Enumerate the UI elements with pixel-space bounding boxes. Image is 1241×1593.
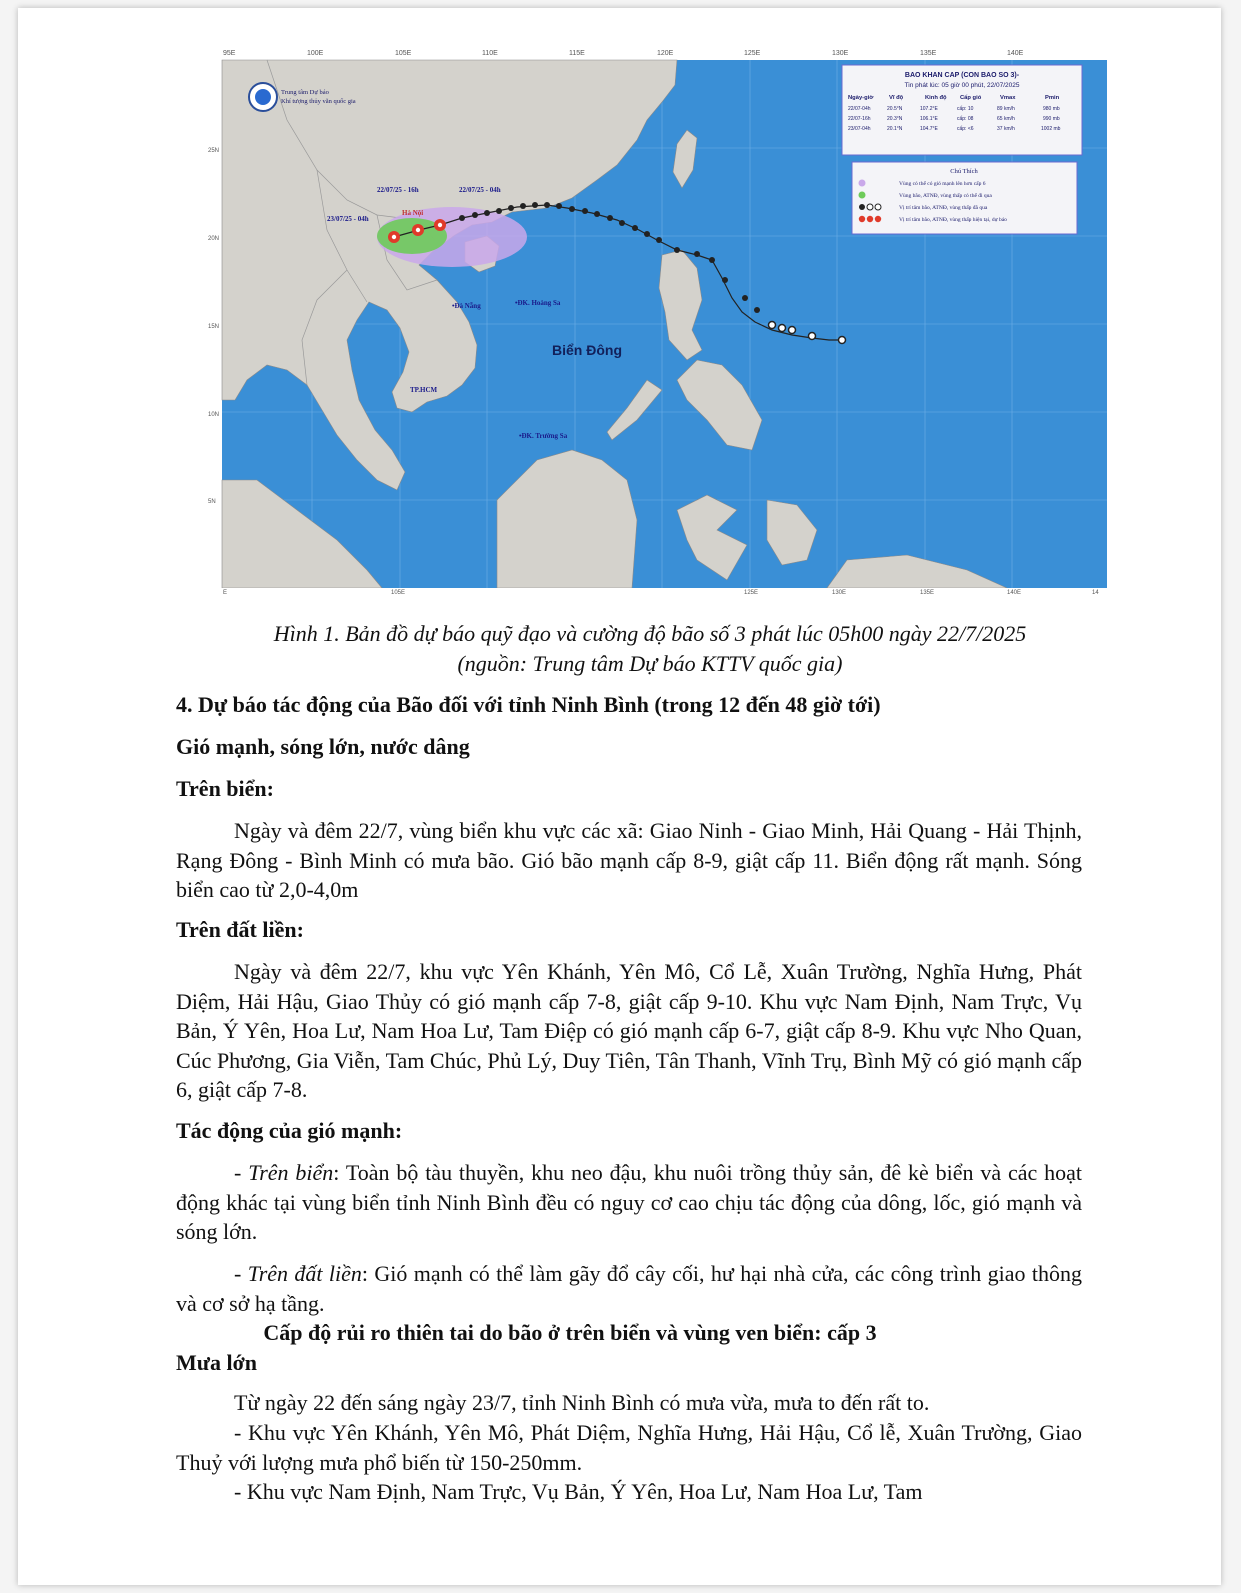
info-cell: 89 km/h <box>997 106 1015 112</box>
info-title: BAO KHAN CAP (CON BAO SO 3)- <box>904 72 1020 79</box>
legend-item: Vùng có thể có gió mạnh lên hơn cấp 6 <box>899 181 986 187</box>
info-header: Cấp gió <box>960 95 982 101</box>
land-heading: Trên đất liền: <box>176 917 304 942</box>
info-cell: 22/07-16h <box>848 116 871 122</box>
lon-label: 115E <box>569 50 585 57</box>
sea-paragraph: Ngày và đêm 22/7, vùng biển khu vực các xã: Giao Ninh - Giao Minh, Hải Quang - Hải Thịnh, Rạng Đông - Bình Minh có mưa bão. Gió bão mạnh cấp 8-9, giật cấp 11. Biển động rất mạnh. Sóng biển cao từ 2,0-4,0m <box>176 818 1082 902</box>
land-paragraph: Ngày và đêm 22/7, khu vực Yên Khánh, Yên Mô, Cổ Lễ, Xuân Trường, Nghĩa Hưng, Phát Diệm, Hải Hậu, Giao Thủy có gió mạnh cấp 7-8, giật cấp 9-10. Khu vực Nam Định, Nam Trực, Vụ Bản, Ý Yên, Hoa Lư, Nam Hoa Lư, Tam Điệp có gió mạnh cấp 6-7, giật cấp 8-9. Khu vực Nho Quan, Cúc Phương, Gia Viễn, Tam Chúc, Phủ Lý, Duy Tiên, Tân Thanh, Vĩnh Trụ, Bình Mỹ có gió mạnh cấp 6, giật cấp 7-8. <box>176 959 1083 1102</box>
sea-heading: Trên biển: <box>176 776 274 801</box>
lon-label: 95E <box>223 50 236 57</box>
hanoi-label: Hà Nội <box>402 209 424 217</box>
lon-label-bottom: 130E <box>832 590 847 595</box>
info-cell: 37 km/h <box>997 126 1015 132</box>
storm-forecast-map <box>207 40 1107 595</box>
lon-label: 120E <box>657 50 674 57</box>
info-cell: 990 mb <box>1043 116 1060 122</box>
lon-label-bottom: E <box>223 590 228 595</box>
legend-title: Chú Thích <box>950 168 978 175</box>
info-cell: 1002 mb <box>1041 126 1061 132</box>
bien-dong-label: Biển Đông <box>552 342 622 358</box>
info-cell: 23/07-04h <box>848 126 871 132</box>
info-cell: cấp: 08 <box>957 116 974 122</box>
track-label-16h: 22/07/25 - 16h <box>377 186 419 194</box>
info-cell: 20.5°N <box>887 106 903 112</box>
info-header: Ngày-giờ <box>848 95 874 101</box>
impact-land-text: : Gió mạnh có thể làm gãy đổ cây cối, hư hại nhà cửa, các công trình giao thông và cơ sở hạ tầng. <box>176 1261 1082 1316</box>
info-cell: cấp: 10 <box>957 106 974 112</box>
agency-name-2: Khí tượng thủy văn quốc gia <box>281 98 356 105</box>
wind-heading: Gió mạnh, sóng lớn, nước dâng <box>176 734 470 759</box>
impact-land-label: Trên đất liền <box>247 1261 362 1286</box>
figure-caption-line1: Hình 1. Bản đồ dự báo quỹ đạo và cường độ bão số 3 phát lúc 05h00 ngày 22/7/2025 <box>273 621 1027 646</box>
lon-label-bottom: 140E <box>1007 590 1022 595</box>
lon-label-bottom: 14 <box>1092 590 1099 595</box>
lon-label: 125E <box>744 50 761 57</box>
lat-label: 5N <box>208 499 216 505</box>
info-cell: 980 mb <box>1043 106 1060 112</box>
track-label-23-04h: 23/07/25 - 04h <box>327 215 369 223</box>
truongsa-label: •ĐK. Trường Sa <box>519 432 568 440</box>
info-cell: 106.1°E <box>920 116 938 122</box>
info-cell: 20.1°N <box>887 126 903 132</box>
agency-name-1: Trung tâm Dự báo <box>281 89 329 96</box>
info-cell: 104.7°E <box>920 126 938 132</box>
lat-label: 10N <box>208 412 220 418</box>
lat-label: 25N <box>208 148 220 154</box>
info-header: Kinh độ <box>925 95 947 101</box>
lon-label: 130E <box>832 50 849 57</box>
lon-label: 140E <box>1007 50 1024 57</box>
legend-item: Vị trí tâm bão, ATNĐ, vùng thấp hiện tại, dự báo <box>899 217 1007 223</box>
lon-label-bottom: 135E <box>920 590 935 595</box>
legend-item: Vùng bão, ATNĐ, vùng thấp có thể đi qua <box>899 193 992 199</box>
legend-item: Vị trí tâm bão, ATNĐ, vùng thấp đã qua <box>899 205 988 211</box>
info-cell: 107.2°E <box>920 106 938 112</box>
info-subtitle: Tin phát lúc: 05 giờ 00 phút, 22/07/2025 <box>904 82 1020 89</box>
figure-caption-line2: (nguồn: Trung tâm Dự báo KTTV quốc gia) <box>457 651 843 676</box>
info-header: Pmin <box>1045 95 1060 101</box>
info-cell: 20.3°N <box>887 116 903 122</box>
info-cell: 22/07-04h <box>848 106 871 112</box>
info-header: Vmax <box>1000 95 1016 101</box>
impact-heading: Tác động của gió mạnh: <box>176 1118 403 1143</box>
impact-sea-label: Trên biển <box>248 1160 334 1185</box>
impact-sea-paragraph: - Trên biển: Toàn bộ tàu thuyền, khu neo đậu, khu nuôi trồng thủy sản, đê kè biển và các hoạt động khác tại vùng biển tỉnh Ninh Bình đều có nguy cơ cao chịu tác động của dông, lốc, gió mạnh và sóng lớn. <box>176 1160 1083 1244</box>
track-label-04h: 22/07/25 - 04h <box>459 186 501 194</box>
danang-label: •Đà Nẵng <box>452 302 481 310</box>
hoangsa-label: •ĐK. Hoàng Sa <box>515 299 561 307</box>
hcm-label: TP.HCM <box>410 386 438 394</box>
impact-sea-text: : Toàn bộ tàu thuyền, khu neo đậu, khu nuôi trồng thủy sản, đê kè biển và các hoạt động khác tại vùng biển tỉnh Ninh Bình đều có nguy cơ cao chịu tác động của dông, lốc, gió mạnh và sóng lớn. <box>176 1160 1083 1244</box>
lon-label: 100E <box>307 50 324 57</box>
lon-label-bottom: 125E <box>744 590 759 595</box>
impact-land-paragraph: - Trên đất liền: Gió mạnh có thể làm gãy đổ cây cối, hư hại nhà cửa, các công trình giao thông và cơ sở hạ tầng. <box>176 1261 1082 1316</box>
lat-label: 15N <box>208 324 220 330</box>
lon-label: 105E <box>395 50 412 57</box>
lat-label: 20N <box>208 236 220 242</box>
risk-level: Cấp độ rủi ro thiên tai do bão ở trên biển và vùng ven biển: cấp 3 <box>263 1320 877 1345</box>
rain-paragraph-2: - Khu vực Yên Khánh, Yên Mô, Phát Diệm, Nghĩa Hưng, Hải Hậu, Cổ lễ, Xuân Trường, Giao Thuỷ với lượng mưa phổ biến từ 150-250mm. <box>176 1420 1082 1475</box>
lon-label: 110E <box>482 50 498 57</box>
info-cell: 65 km/h <box>997 116 1015 122</box>
section-title: 4. Dự báo tác động của Bão đối với tỉnh Ninh Bình (trong 12 đến 48 giờ tới) <box>176 692 881 717</box>
lon-label: 135E <box>920 50 937 57</box>
rain-paragraph-1: Từ ngày 22 đến sáng ngày 23/7, tỉnh Ninh Bình có mưa vừa, mưa to đến rất to. <box>234 1390 930 1415</box>
rain-paragraph-3: - Khu vực Nam Định, Nam Trực, Vụ Bản, Ý Yên, Hoa Lư, Nam Hoa Lư, Tam <box>234 1479 923 1504</box>
info-header: Vĩ độ <box>889 95 904 101</box>
rain-heading: Mưa lớn <box>176 1350 257 1375</box>
info-cell: cấp: <6 <box>957 126 974 132</box>
lon-label-bottom: 105E <box>391 590 406 595</box>
